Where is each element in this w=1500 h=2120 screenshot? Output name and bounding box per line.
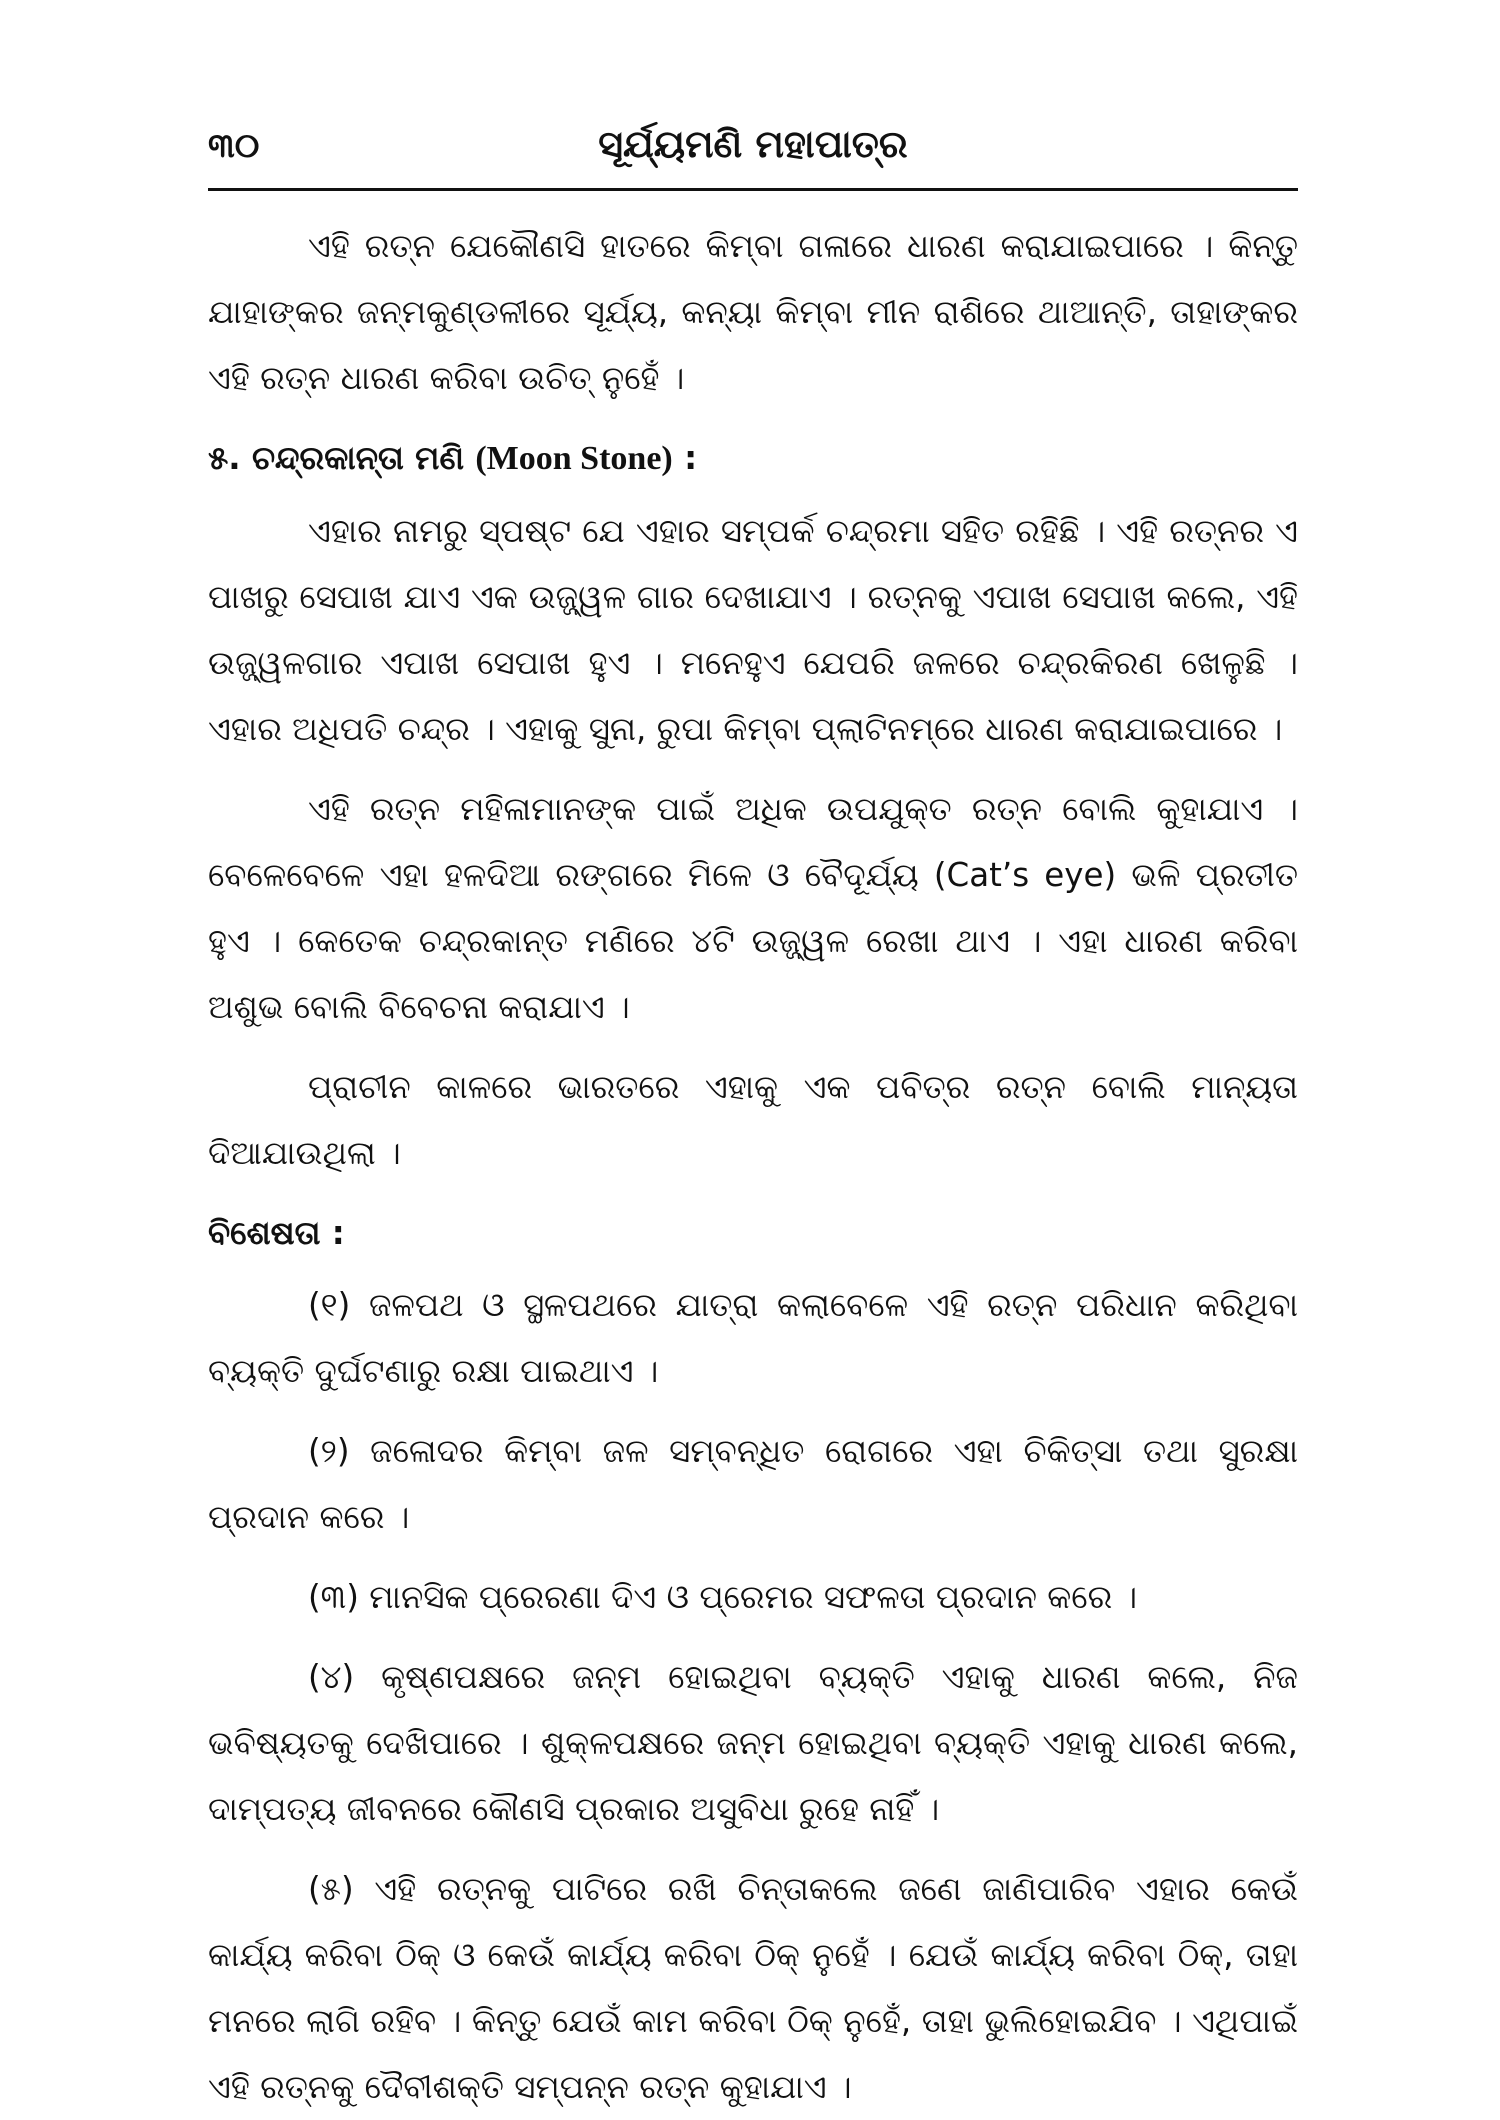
list-item: (୫) ଏହି ରତ୍ନକୁ ପାଟିରେ ରଖି ଚିନ୍ତାକଲେ ଜଣେ ଜାଣିପାରିବ ଏହାର କେଉଁ କାର୍ଯ୍ୟ କରିବା ଠିକ୍ ଓ କେଉଁ କାର୍ଯ୍ୟ କରିବା ଠିକ୍ ନୁହେଁ । ଯେଉଁ କାର୍ଯ୍ୟ କରିବା ଠିକ୍, ତାହା ମନରେ ଲାଗି ରହିବ । କିନ୍ତୁ ଯେଉଁ କାମ କରିବା ଠିକ୍ ନୁହେଁ, ତାହା ଭୁଲିହୋଇଯିବ । ଏଥିପାଇଁ ଏହି ରତ୍ନକୁ ଦୈବୀଶକ୍ତି ସମ୍ପନ୍ନ ରତ୍ନ କୁହାଯାଏ । [208, 1870, 1298, 2106]
list-item: (୨) ଜଳୋଦର କିମ୍ବା ଜଳ ସମ୍ବନ୍ଧିତ ରୋଗରେ ଏହା ଚିକିତ୍ସା ତଥା ସୁରକ୍ଷା ପ୍ରଦାନ କରେ । [208, 1432, 1298, 1536]
section-heading-colon: : [672, 439, 698, 477]
paragraph-3: ଏହି ରତ୍ନ ମହିଳାମାନଙ୍କ ପାଇଁ ଅଧିକ ଉପଯୁକ୍ତ ରତ୍ନ ବୋଲି କୁହାଯାଏ । ବେଳେବେଳେ ଏହା ହଳଦିଆ ରଙ୍ଗରେ ମିଳେ ଓ ବୈଦୂର୍ଯ୍ୟ (Cat’s eye) ଭଳି ପ୍ରତୀତ ହୁଏ । କେତେକ ଚନ୍ଦ୍ରକାନ୍ତ ମଣିରେ ୪ଟି ଉଜ୍ଜ୍ୱଳ ରେଖା ଥାଏ । ଏହା ଧାରଣ କରିବା ଅଶୁଭ ବୋଲି ବିବେଚନା କରାଯାଏ । [208, 790, 1298, 1026]
book-page [208, 118, 1298, 2106]
list-item: (୪) କୃଷ୍ଣପକ୍ଷରେ ଜନ୍ମ ହୋଇଥିବା ବ୍ୟକ୍ତି ଏହାକୁ ଧାରଣ କଲେ, ନିଜ ଭବିଷ୍ୟତକୁ ଦେଖିପାରେ । ଶୁକ୍ଳପକ୍ଷରେ ଜନ୍ମ ହୋଇଥିବା ବ୍ୟକ୍ତି ଏହାକୁ ଧାରଣ କଲେ, ଦାମ୍ପତ୍ୟ ଜୀବନରେ କୌଣସି ପ୍ରକାର ଅସୁବିଧା ରୁହେ ନାହିଁ । [208, 1658, 1298, 1828]
section-heading [208, 425, 1298, 492]
paragraph-4: ପ୍ରାଚୀନ କାଳରେ ଭାରତରେ ଏହାକୁ ଏକ ପବିତ୍ର ରତ୍ନ ବୋଲି ମାନ୍ୟତା ଦିଆଯାଉଥିଲା । [208, 1068, 1298, 1172]
paragraph-1: ଏହି ରତ୍ନ ଯେକୌଣସି ହାତରେ କିମ୍ବା ଗଳାରେ ଧାରଣ କରାଯାଇପାରେ । କିନ୍ତୁ ଯାହାଙ୍କର ଜନ୍ମକୁଣ୍ଡଳୀରେ ସୂର୍ଯ୍ୟ, କନ୍ୟା କିମ୍ବା ମୀନ ରାଶିରେ ଥାଆନ୍ତି, ତାହାଙ୍କର ଏହି ରତ୍ନ ଧାରଣ କରିବା ଉଚିତ୍ ନୁହେଁ । [208, 227, 1298, 397]
page-number: ୩୦ [208, 126, 260, 166]
subheading: ବିଶେଷତା : [208, 1214, 345, 1252]
list-item: (୩) ମାନସିକ ପ୍ରେରଣା ଦିଏ ଓ ପ୍ରେମର ସଫଳତା ପ୍ରଦାନ କରେ । [308, 1578, 1138, 1616]
section-heading-latin: (Moon Stone) [475, 440, 673, 477]
paragraph-2: ଏହାର ନାମରୁ ସ୍ପଷ୍ଟ ଯେ ଏହାର ସମ୍ପର୍କ ଚନ୍ଦ୍ରମା ସହିତ ରହିଛି । ଏହି ରତ୍ନର ଏ ପାଖରୁ ସେପାଖ ଯାଏ ଏକ ଉଜ୍ଜ୍ୱଳ ଗାର ଦେଖାଯାଏ । ରତ୍ନକୁ ଏପାଖ ସେପାଖ କଲେ, ଏହି ଉଜ୍ଜ୍ୱଳଗାର ଏପାଖ ସେପାଖ ହୁଏ । ମନେହୁଏ ଯେପରି ଜଳରେ ଚନ୍ଦ୍ରକିରଣ ଖେଳୁଛି । ଏହାର ଅଧିପତି ଚନ୍ଦ୍ର । ଏହାକୁ ସୁନା, ରୁପା କିମ୍ବା ପ୍ଲାଟିନମ୍‌ରେ ଧାରଣ କରାଯାଇପାରେ । [208, 512, 1298, 748]
page-body [208, 213, 1298, 2120]
list-item: (୧) ଜଳପଥ ଓ ସ୍ଥଳପଥରେ ଯାତ୍ରା କଲାବେଳେ ଏହି ରତ୍ନ ପରିଧାନ କରିଥିବା ବ୍ୟକ୍ତି ଦୁର୍ଘଟଣାରୁ ରକ୍ଷା ପାଇଥାଏ । [208, 1286, 1298, 1390]
running-title: ସୂର୍ଯ୍ୟମଣି ମହାପାତ୍ର [598, 122, 908, 166]
section-heading-text: ୫. ଚନ୍ଦ୍ରକାନ୍ତା ମଣି [208, 439, 476, 477]
page-header [208, 118, 1298, 191]
